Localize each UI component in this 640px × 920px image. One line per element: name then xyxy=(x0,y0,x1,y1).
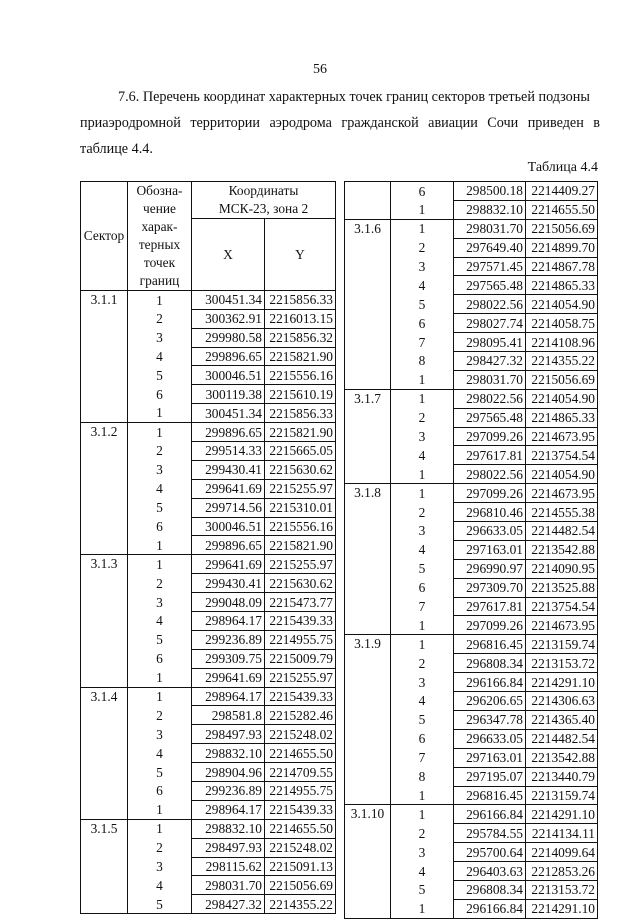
sector-cell: 3.1.9 xyxy=(345,635,391,805)
point-number-cell: 1 xyxy=(391,805,454,824)
point-number-cell: 7 xyxy=(391,597,454,616)
x-coordinate-cell: 297649.40 xyxy=(454,238,526,257)
x-coordinate-cell: 298500.18 xyxy=(454,182,526,201)
point-number-cell: 3 xyxy=(128,857,192,876)
point-number-cell: 4 xyxy=(128,479,192,498)
point-number-cell: 1 xyxy=(391,484,454,503)
y-coordinate-cell: 2214409.27 xyxy=(526,182,598,201)
y-coordinate-cell: 2214090.95 xyxy=(526,559,598,578)
x-coordinate-cell: 300451.34 xyxy=(192,290,265,309)
x-coordinate-cell: 296206.65 xyxy=(454,692,526,711)
point-number-cell: 3 xyxy=(391,522,454,541)
point-number-cell: 1 xyxy=(128,536,192,555)
x-coordinate-cell: 298031.70 xyxy=(192,876,265,895)
x-coordinate-cell: 298964.17 xyxy=(192,800,265,819)
table-row xyxy=(81,555,336,574)
point-number-cell: 2 xyxy=(128,441,192,460)
coordinates-table-left xyxy=(80,181,336,914)
y-coordinate-cell: 2215556.16 xyxy=(265,366,336,385)
x-coordinate-cell: 297571.45 xyxy=(454,257,526,276)
y-coordinate-cell: 2215056.69 xyxy=(526,370,598,389)
x-coordinate-cell: 298031.70 xyxy=(454,219,526,238)
y-coordinate-cell: 2214291.10 xyxy=(526,673,598,692)
point-number-cell: 6 xyxy=(128,517,192,536)
point-number-cell: 4 xyxy=(391,276,454,295)
y-coordinate-cell: 2213754.54 xyxy=(526,597,598,616)
y-coordinate-cell: 2213153.72 xyxy=(526,654,598,673)
point-number-cell: 3 xyxy=(391,673,454,692)
x-coordinate-cell: 299980.58 xyxy=(192,328,265,347)
point-number-cell: 3 xyxy=(128,460,192,479)
point-number-cell: 1 xyxy=(128,290,192,309)
y-coordinate-cell: 2213159.74 xyxy=(526,786,598,805)
point-number-cell: 1 xyxy=(128,819,192,838)
x-coordinate-cell: 299641.69 xyxy=(192,479,265,498)
x-coordinate-cell: 298022.56 xyxy=(454,465,526,484)
x-coordinate-cell: 299714.56 xyxy=(192,498,265,517)
sector-cell: 3.1.8 xyxy=(345,484,391,635)
x-coordinate-cell: 295700.64 xyxy=(454,843,526,862)
x-coordinate-cell: 298832.10 xyxy=(454,200,526,219)
x-coordinate-cell: 296633.05 xyxy=(454,729,526,748)
x-coordinate-cell: 297099.26 xyxy=(454,616,526,635)
point-number-cell: 2 xyxy=(128,838,192,857)
x-coordinate-cell: 296633.05 xyxy=(454,522,526,541)
point-number-cell: 1 xyxy=(391,389,454,408)
y-coordinate-cell: 2214655.50 xyxy=(265,744,336,763)
y-coordinate-cell: 2214134.11 xyxy=(526,824,598,843)
sector-cell: 3.1.7 xyxy=(345,389,391,483)
point-number-cell: 1 xyxy=(128,687,192,706)
y-coordinate-cell: 2214054.90 xyxy=(526,295,598,314)
y-coordinate-cell: 2214555.38 xyxy=(526,503,598,522)
table-row xyxy=(345,219,598,238)
point-number-cell: 5 xyxy=(128,763,192,782)
y-coordinate-cell: 2215248.02 xyxy=(265,838,336,857)
x-coordinate-cell: 296808.34 xyxy=(454,654,526,673)
x-coordinate-cell: 299896.65 xyxy=(192,423,265,442)
x-coordinate-cell: 300451.34 xyxy=(192,404,265,423)
point-number-cell: 2 xyxy=(391,824,454,843)
y-coordinate-cell: 2214482.54 xyxy=(526,729,598,748)
point-number-cell: 5 xyxy=(391,559,454,578)
x-coordinate-cell: 298427.32 xyxy=(454,352,526,371)
y-coordinate-cell: 2214709.55 xyxy=(265,763,336,782)
table-row xyxy=(345,635,598,654)
y-coordinate-cell: 2214355.22 xyxy=(526,352,598,371)
x-coordinate-cell: 299641.69 xyxy=(192,555,265,574)
point-number-cell: 1 xyxy=(128,404,192,423)
point-number-cell: 1 xyxy=(391,616,454,635)
sector-cell: 3.1.10 xyxy=(345,805,391,918)
y-coordinate-cell: 2214108.96 xyxy=(526,333,598,352)
x-coordinate-cell: 295784.55 xyxy=(454,824,526,843)
x-coordinate-cell: 298581.8 xyxy=(192,706,265,725)
x-coordinate-cell: 298964.17 xyxy=(192,687,265,706)
y-coordinate-cell: 2215473.77 xyxy=(265,593,336,612)
table-row xyxy=(345,805,598,824)
point-number-cell: 4 xyxy=(128,611,192,630)
table-row xyxy=(81,423,336,442)
y-coordinate-cell: 2213542.88 xyxy=(526,748,598,767)
y-coordinate-cell: 2214365.40 xyxy=(526,710,598,729)
point-number-cell: 4 xyxy=(128,347,192,366)
point-number-cell: 2 xyxy=(128,706,192,725)
point-number-cell: 1 xyxy=(128,555,192,574)
point-number-cell: 5 xyxy=(391,710,454,729)
point-number-cell: 1 xyxy=(391,635,454,654)
y-coordinate-cell: 2215282.46 xyxy=(265,706,336,725)
x-coordinate-cell: 298031.70 xyxy=(454,370,526,389)
y-coordinate-cell: 2214899.70 xyxy=(526,238,598,257)
x-coordinate-cell: 297309.70 xyxy=(454,578,526,597)
x-coordinate-cell: 296166.84 xyxy=(454,805,526,824)
y-coordinate-cell: 2214655.50 xyxy=(265,819,336,838)
point-number-cell: 3 xyxy=(128,593,192,612)
point-number-cell: 1 xyxy=(128,423,192,442)
point-number-cell: 3 xyxy=(391,843,454,862)
x-coordinate-cell: 297163.01 xyxy=(454,748,526,767)
header-y: Y xyxy=(265,218,336,290)
y-coordinate-cell: 2215248.02 xyxy=(265,725,336,744)
table-body-right xyxy=(345,182,598,919)
sector-cell: 3.1.2 xyxy=(81,423,128,555)
x-coordinate-cell: 297099.26 xyxy=(454,427,526,446)
y-coordinate-cell: 2215856.32 xyxy=(265,328,336,347)
x-coordinate-cell: 296810.46 xyxy=(454,503,526,522)
x-coordinate-cell: 300046.51 xyxy=(192,366,265,385)
sector-cell: 3.1.3 xyxy=(81,555,128,687)
point-number-cell: 1 xyxy=(391,465,454,484)
y-coordinate-cell: 2214306.63 xyxy=(526,692,598,711)
y-coordinate-cell: 2213440.79 xyxy=(526,767,598,786)
y-coordinate-cell: 2215255.97 xyxy=(265,555,336,574)
x-coordinate-cell: 299430.41 xyxy=(192,460,265,479)
y-coordinate-cell: 2215630.62 xyxy=(265,574,336,593)
x-coordinate-cell: 296816.45 xyxy=(454,635,526,654)
y-coordinate-cell: 2215439.33 xyxy=(265,687,336,706)
y-coordinate-cell: 2215056.69 xyxy=(265,876,336,895)
point-number-cell: 6 xyxy=(391,729,454,748)
y-coordinate-cell: 2215556.16 xyxy=(265,517,336,536)
sector-cell: 3.1.4 xyxy=(81,687,128,819)
point-number-cell: 6 xyxy=(391,182,454,201)
table-body-left xyxy=(81,290,336,913)
point-number-cell: 1 xyxy=(391,219,454,238)
table-caption: Таблица 4.4 xyxy=(527,160,598,175)
x-coordinate-cell: 298115.62 xyxy=(192,857,265,876)
point-number-cell: 6 xyxy=(128,385,192,404)
y-coordinate-cell: 2214054.90 xyxy=(526,465,598,484)
x-coordinate-cell: 298832.10 xyxy=(192,744,265,763)
y-coordinate-cell: 2215610.19 xyxy=(265,385,336,404)
point-number-cell: 1 xyxy=(128,800,192,819)
y-coordinate-cell: 2214291.10 xyxy=(526,805,598,824)
x-coordinate-cell: 298027.74 xyxy=(454,314,526,333)
y-coordinate-cell: 2214355.22 xyxy=(265,895,336,914)
sector-cell: 3.1.5 xyxy=(81,819,128,913)
header-x: X xyxy=(192,218,265,290)
header-coordinates: Координаты xyxy=(192,182,336,200)
point-number-cell: 5 xyxy=(128,895,192,914)
y-coordinate-cell: 2213525.88 xyxy=(526,578,598,597)
x-coordinate-cell: 297099.26 xyxy=(454,484,526,503)
point-number-cell: 4 xyxy=(128,744,192,763)
y-coordinate-cell: 2215255.97 xyxy=(265,479,336,498)
point-number-cell: 2 xyxy=(391,654,454,673)
x-coordinate-cell: 299309.75 xyxy=(192,649,265,668)
x-coordinate-cell: 297565.48 xyxy=(454,408,526,427)
point-number-cell: 5 xyxy=(391,880,454,899)
header-designation-line: терных xyxy=(128,236,192,254)
x-coordinate-cell: 299896.65 xyxy=(192,347,265,366)
x-coordinate-cell: 296808.34 xyxy=(454,880,526,899)
y-coordinate-cell: 2214955.75 xyxy=(265,630,336,649)
table-row xyxy=(345,182,598,201)
y-coordinate-cell: 2214865.33 xyxy=(526,408,598,427)
x-coordinate-cell: 299236.89 xyxy=(192,782,265,801)
point-number-cell: 5 xyxy=(128,366,192,385)
point-number-cell: 1 xyxy=(128,668,192,687)
x-coordinate-cell: 296166.84 xyxy=(454,673,526,692)
x-coordinate-cell: 300362.91 xyxy=(192,309,265,328)
point-number-cell: 2 xyxy=(391,238,454,257)
intro-line-2: приаэродромной территории аэродрома гражданской авиации Сочи приведен в таблице 4.4. xyxy=(80,115,600,157)
y-coordinate-cell: 2214291.10 xyxy=(526,899,598,918)
point-number-cell: 7 xyxy=(391,333,454,352)
x-coordinate-cell: 298497.93 xyxy=(192,838,265,857)
point-number-cell: 3 xyxy=(391,427,454,446)
x-coordinate-cell: 296990.97 xyxy=(454,559,526,578)
coordinates-table-right xyxy=(344,181,598,919)
x-coordinate-cell: 298022.56 xyxy=(454,389,526,408)
point-number-cell: 1 xyxy=(391,200,454,219)
x-coordinate-cell: 298497.93 xyxy=(192,725,265,744)
y-coordinate-cell: 2213159.74 xyxy=(526,635,598,654)
point-number-cell: 8 xyxy=(391,767,454,786)
y-coordinate-cell: 2214054.90 xyxy=(526,389,598,408)
point-number-cell: 7 xyxy=(391,748,454,767)
x-coordinate-cell: 299430.41 xyxy=(192,574,265,593)
x-coordinate-cell: 296166.84 xyxy=(454,899,526,918)
x-coordinate-cell: 297617.81 xyxy=(454,597,526,616)
x-coordinate-cell: 298022.56 xyxy=(454,295,526,314)
x-coordinate-cell: 296347.78 xyxy=(454,710,526,729)
header-designation-line: чение xyxy=(128,200,192,218)
table-row xyxy=(345,484,598,503)
y-coordinate-cell: 2215310.01 xyxy=(265,498,336,517)
y-coordinate-cell: 2215821.90 xyxy=(265,423,336,442)
x-coordinate-cell: 299641.69 xyxy=(192,668,265,687)
x-coordinate-cell: 298832.10 xyxy=(192,819,265,838)
point-number-cell: 5 xyxy=(128,498,192,517)
y-coordinate-cell: 2215439.33 xyxy=(265,611,336,630)
x-coordinate-cell: 299236.89 xyxy=(192,630,265,649)
y-coordinate-cell: 2214482.54 xyxy=(526,522,598,541)
x-coordinate-cell: 299514.33 xyxy=(192,441,265,460)
x-coordinate-cell: 297195.07 xyxy=(454,767,526,786)
y-coordinate-cell: 2214655.50 xyxy=(526,200,598,219)
point-number-cell: 4 xyxy=(391,446,454,465)
point-number-cell: 3 xyxy=(391,257,454,276)
y-coordinate-cell: 2213542.88 xyxy=(526,540,598,559)
y-coordinate-cell: 2215255.97 xyxy=(265,668,336,687)
x-coordinate-cell: 297565.48 xyxy=(454,276,526,295)
header-designation-line: харак- xyxy=(128,218,192,236)
header-sector: Сектор xyxy=(81,182,128,291)
point-number-cell: 8 xyxy=(391,352,454,371)
table-row xyxy=(81,687,336,706)
point-number-cell: 4 xyxy=(391,692,454,711)
table-row xyxy=(81,819,336,838)
point-number-cell: 2 xyxy=(391,408,454,427)
point-number-cell: 3 xyxy=(128,328,192,347)
header-designation-line: границ xyxy=(128,272,192,290)
y-coordinate-cell: 2215665.05 xyxy=(265,441,336,460)
y-coordinate-cell: 2214673.95 xyxy=(526,616,598,635)
intro-line-1: 7.6. Перечень координат характерных точек границ секторов третьей подзоны xyxy=(118,89,590,105)
sector-cell: 3.1.6 xyxy=(345,219,391,389)
x-coordinate-cell: 297617.81 xyxy=(454,446,526,465)
y-coordinate-cell: 2215856.33 xyxy=(265,404,336,423)
point-number-cell: 3 xyxy=(128,725,192,744)
y-coordinate-cell: 2214058.75 xyxy=(526,314,598,333)
point-number-cell: 1 xyxy=(391,899,454,918)
x-coordinate-cell: 299048.09 xyxy=(192,593,265,612)
x-coordinate-cell: 300119.38 xyxy=(192,385,265,404)
point-number-cell: 6 xyxy=(391,314,454,333)
table-row xyxy=(345,389,598,408)
x-coordinate-cell: 300046.51 xyxy=(192,517,265,536)
y-coordinate-cell: 2214865.33 xyxy=(526,276,598,295)
y-coordinate-cell: 2214955.75 xyxy=(265,782,336,801)
intro-paragraph xyxy=(80,84,600,162)
point-number-cell: 2 xyxy=(128,309,192,328)
point-number-cell: 6 xyxy=(391,578,454,597)
point-number-cell: 5 xyxy=(391,295,454,314)
y-coordinate-cell: 2215009.79 xyxy=(265,649,336,668)
table-row xyxy=(81,290,336,309)
x-coordinate-cell: 298427.32 xyxy=(192,895,265,914)
y-coordinate-cell: 2215091.13 xyxy=(265,857,336,876)
header-designation-line: точек xyxy=(128,254,192,272)
point-number-cell: 1 xyxy=(391,370,454,389)
y-coordinate-cell: 2214673.95 xyxy=(526,427,598,446)
y-coordinate-cell: 2214673.95 xyxy=(526,484,598,503)
x-coordinate-cell: 297163.01 xyxy=(454,540,526,559)
y-coordinate-cell: 2215821.90 xyxy=(265,347,336,366)
x-coordinate-cell: 298904.96 xyxy=(192,763,265,782)
point-number-cell: 5 xyxy=(128,630,192,649)
y-coordinate-cell: 2214867.78 xyxy=(526,257,598,276)
y-coordinate-cell: 2215630.62 xyxy=(265,460,336,479)
y-coordinate-cell: 2215056.69 xyxy=(526,219,598,238)
x-coordinate-cell: 298964.17 xyxy=(192,611,265,630)
point-number-cell: 4 xyxy=(391,862,454,881)
x-coordinate-cell: 296816.45 xyxy=(454,786,526,805)
x-coordinate-cell: 298095.41 xyxy=(454,333,526,352)
point-number-cell: 4 xyxy=(391,540,454,559)
x-coordinate-cell: 299896.65 xyxy=(192,536,265,555)
header-coordinate-system: МСК-23, зона 2 xyxy=(192,200,336,218)
page-number: 56 xyxy=(313,62,327,77)
point-number-cell: 1 xyxy=(391,786,454,805)
point-number-cell: 2 xyxy=(128,574,192,593)
point-number-cell: 4 xyxy=(128,876,192,895)
sector-cell: 3.1.1 xyxy=(81,290,128,422)
point-number-cell: 2 xyxy=(391,503,454,522)
y-coordinate-cell: 2216013.15 xyxy=(265,309,336,328)
y-coordinate-cell: 2215856.33 xyxy=(265,290,336,309)
y-coordinate-cell: 2212853.26 xyxy=(526,862,598,881)
point-number-cell: 6 xyxy=(128,782,192,801)
y-coordinate-cell: 2213153.72 xyxy=(526,880,598,899)
y-coordinate-cell: 2215821.90 xyxy=(265,536,336,555)
y-coordinate-cell: 2215439.33 xyxy=(265,800,336,819)
x-coordinate-cell: 296403.63 xyxy=(454,862,526,881)
header-designation-line: Обозна- xyxy=(128,182,192,200)
table-header xyxy=(81,182,336,291)
y-coordinate-cell: 2214099.64 xyxy=(526,843,598,862)
sector-cell xyxy=(345,182,391,220)
point-number-cell: 6 xyxy=(128,649,192,668)
y-coordinate-cell: 2213754.54 xyxy=(526,446,598,465)
